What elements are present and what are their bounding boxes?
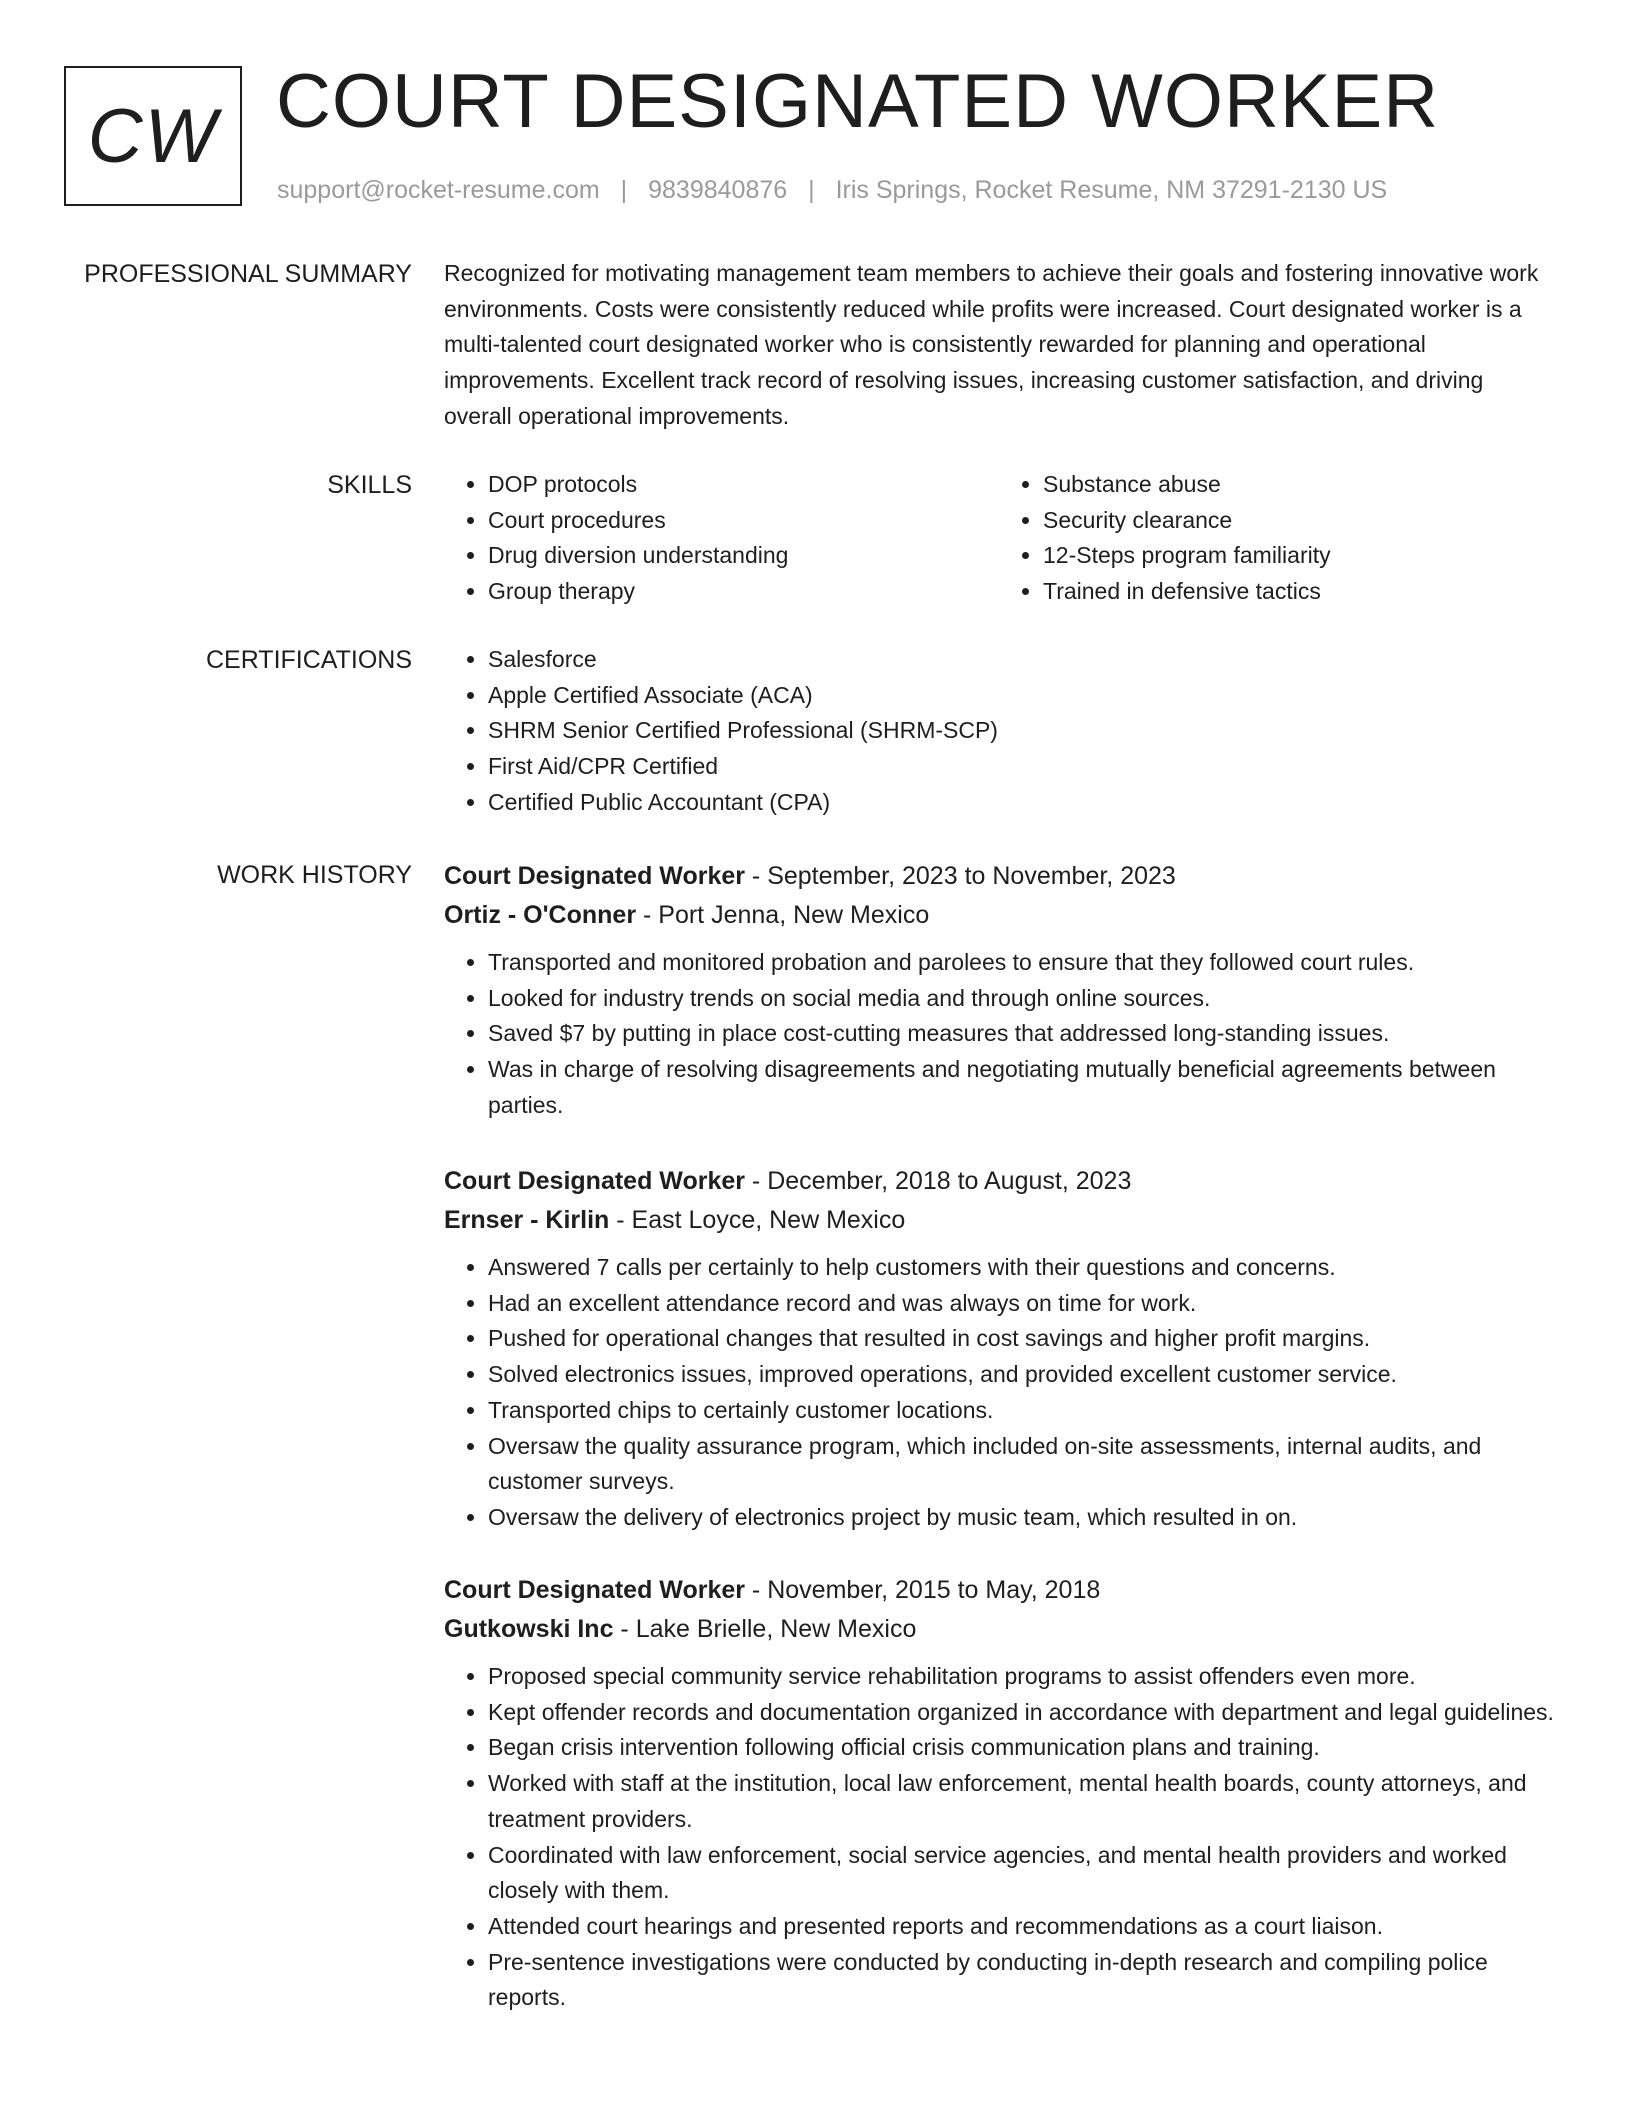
job-bullet: • Transported and monitored probation and parolees to ensure that they followed court rules. [488, 945, 1554, 981]
job-bullet: • Answered 7 calls per certainly to help customers with their questions and concerns. [488, 1250, 1554, 1286]
skills-label: SKILLS [327, 471, 412, 499]
summary-label: PROFESSIONAL SUMMARY [84, 260, 412, 288]
job-location: - Lake Brielle, New Mexico [613, 1615, 917, 1643]
contact-separator: | [808, 176, 815, 204]
job-bullet: • Had an excellent attendance record and was always on time for work. [488, 1286, 1554, 1322]
job-bullet: • Proposed special community service rehabilitation programs to assist offenders even more. [488, 1659, 1554, 1695]
job-company: Ortiz - O'Conner [444, 901, 637, 929]
job-heading [444, 857, 1554, 896]
job-entry [444, 857, 1554, 1124]
job-title: Court Designated Worker [444, 1167, 745, 1195]
job-bullet: • Saved $7 by putting in place cost-cutting measures that addressed long-standing issues. [488, 1016, 1554, 1052]
job-location: - East Loyce, New Mexico [609, 1206, 906, 1234]
job-heading [444, 1162, 1554, 1201]
contact-line [277, 174, 1387, 206]
job-bullet: • Pre-sentence investigations were conducted by conducting in-depth research and compiling police reports. [488, 1945, 1554, 2016]
job-employer [444, 1201, 1554, 1240]
contact-separator: | [620, 176, 628, 204]
skill-item: • Substance abuse [1043, 467, 1554, 503]
skill-item: • Group therapy [488, 574, 999, 610]
skills-list-right [999, 467, 1554, 610]
job-title: Court Designated Worker [444, 1576, 745, 1604]
job-bullet: • Solved electronics issues, improved operations, and provided excellent customer service. [488, 1357, 1554, 1393]
resume-title: COURT DESIGNATED WORKER [276, 59, 1440, 144]
job-bullet: • Oversaw the quality assurance program, which included on-site assessments, internal audits, and customer surveys. [488, 1429, 1554, 1500]
certification-item: • Salesforce [488, 642, 1554, 678]
job-bullet-list [444, 1250, 1554, 1536]
job-bullet: • Attended court hearings and presented reports and recommendations as a court liaison. [488, 1909, 1554, 1945]
certification-item: • First Aid/CPR Certified [488, 749, 1554, 785]
contact-email[interactable]: support@rocket-resume.com [277, 176, 600, 204]
skill-item: • Security clearance [1043, 503, 1554, 539]
job-location: - Port Jenna, New Mexico [636, 901, 930, 929]
job-company: Ernser - Kirlin [444, 1206, 610, 1234]
skill-item: • Court procedures [488, 503, 999, 539]
skills-columns [444, 467, 1554, 610]
job-entry [444, 1162, 1554, 1536]
job-bullet: • Coordinated with law enforcement, social service agencies, and mental health providers and worked closely with them. [488, 1838, 1554, 1909]
job-bullet: • Began crisis intervention following official crisis communication plans and training. [488, 1730, 1554, 1766]
summary-text: Recognized for motivating management team members to achieve their goals and fostering innovative work environments. Costs were consistently reduced while profits were increased. Court designated worker is a multi-talented court designated worker who is consistently rewarded for planning and operational improvements. Excellent track record of resolving issues, increasing customer satisfaction, and driving overall operational improvements. [444, 260, 1539, 429]
job-title: Court Designated Worker [444, 862, 745, 890]
certifications-list [444, 642, 1554, 821]
certifications-label: CERTIFICATIONS [205, 646, 412, 674]
job-bullet: • Transported chips to certainly customer locations. [488, 1393, 1554, 1429]
certification-item: • Certified Public Accountant (CPA) [488, 785, 1554, 821]
job-heading [444, 1571, 1554, 1610]
job-bullet: • Pushed for operational changes that resulted in cost savings and higher profit margins. [488, 1321, 1554, 1357]
job-employer [444, 1610, 1554, 1649]
job-dates: - September, 2023 to November, 2023 [744, 862, 1176, 890]
contact-phone[interactable]: 9839840876 [648, 176, 788, 204]
skills-list-left [444, 467, 999, 610]
job-bullet: • Was in charge of resolving disagreements and negotiating mutually beneficial agreements between parties. [488, 1052, 1554, 1123]
job-bullet-list [444, 1659, 1554, 2016]
job-bullet: • Looked for industry trends on social media and through online sources. [488, 981, 1554, 1017]
skill-item: • Trained in defensive tactics [1043, 574, 1554, 610]
skill-item: • Drug diversion understanding [488, 538, 999, 574]
monogram-logo: CW [64, 66, 242, 206]
job-dates: - November, 2015 to May, 2018 [744, 1576, 1101, 1604]
job-company: Gutkowski Inc [444, 1615, 614, 1643]
job-bullet-list [444, 945, 1554, 1124]
work-history-label: WORK HISTORY [217, 861, 412, 889]
summary-content [444, 256, 1554, 435]
contact-address: Iris Springs, Rocket Resume, NM 37291-2130 US [835, 176, 1388, 204]
skill-item: • DOP protocols [488, 467, 999, 503]
certification-item: • SHRM Senior Certified Professional (SHRM-SCP) [488, 713, 1554, 749]
job-bullet: • Worked with staff at the institution, local law enforcement, mental health boards, county attorneys, and treatment providers. [488, 1766, 1554, 1837]
job-dates: - December, 2018 to August, 2023 [744, 1167, 1132, 1195]
job-employer [444, 896, 1554, 935]
job-bullet: • Kept offender records and documentation organized in accordance with department and legal guidelines. [488, 1695, 1554, 1731]
skill-item: • 12-Steps program familiarity [1043, 538, 1554, 574]
certification-item: • Apple Certified Associate (ACA) [488, 678, 1554, 714]
job-bullet: • Oversaw the delivery of electronics project by music team, which resulted in on. [488, 1500, 1554, 1536]
job-entry [444, 1571, 1554, 2016]
certifications-content [444, 642, 1554, 821]
